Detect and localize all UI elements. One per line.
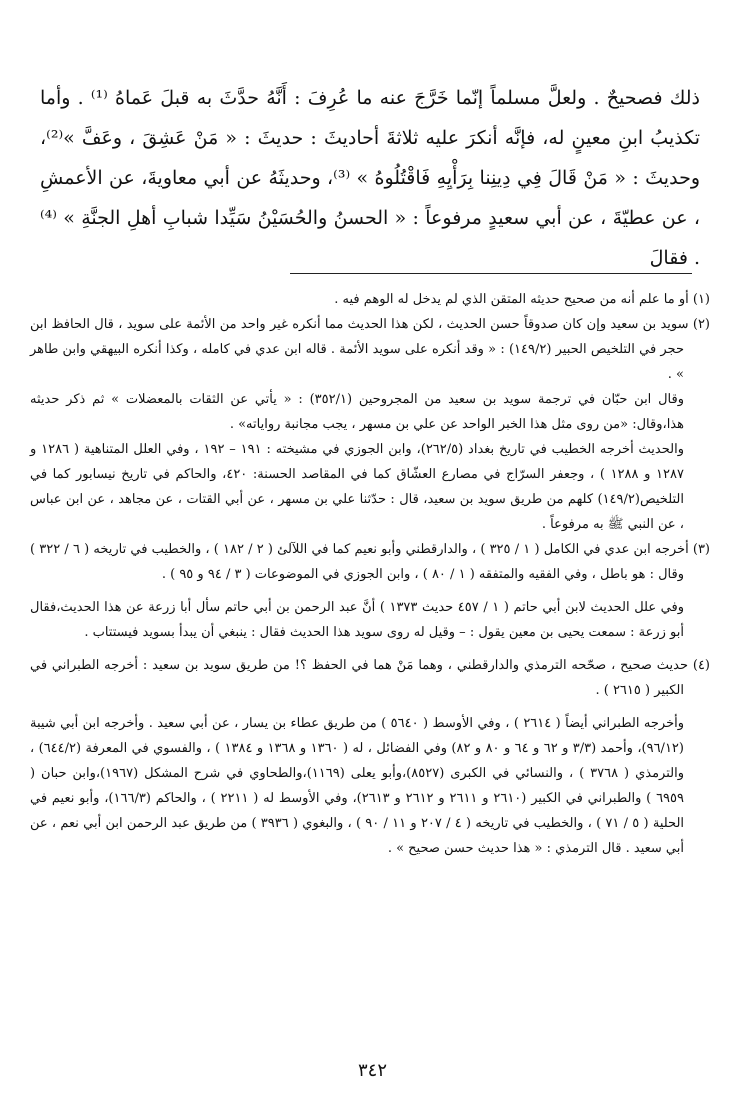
footnote-3: (٣) أخرجه ابن عدي في الكامل ( ١ / ٣٢٥ ) ، والدارقطني وأبو نعيم كما في اللآلئ ( ٢ / ١٨٢ ) ، والخطيب في تاريخه ( ٦ / ٣٢٢ ) وقال : هو باطل ، وفي الفقيه والمتفقه ( ١ / ٨٠ ) ، وابن الجوزي في الموضوعات ( ٣ / ٩٤ و ٩٥ ) .: [30, 542, 710, 582]
main-text: [40, 78, 700, 278]
footnotes: [30, 287, 710, 861]
footnote-2: (٢) سويد بن سعيد وإن كان صدوقاً حسن الحديث ، لكن هذا الحديث مما أنكره غير واحد من الأئمة على سويد ، قال الحافظ ابن حجر في التلخيص الحبير (١٤٩/٢) : « وقد أنكره على سويد الأئمة . قاله ابن عدي في كامله ، وكذا أنكره البيهقي وابن طاهر » .: [30, 317, 710, 382]
footnote-2-continued: والحديث أخرجه الخطيب في تاريخ بغداد (٢٦٢/٥)، وابن الجوزي في مشيخته : ١٩١ – ١٩٢ ، وفي العلل المتناهية ( ١٢٨٦ و ١٢٨٧ و ١٢٨٨ ) ، وجعفر السرّاج في مصارع العشّاق كما في المقاصد الحسنة: ٤٢٠، والحاكم في تاريخ نيسابور كما في التلخيص(١٤٩/٢) كلهم من طريق سويد بن سعيد، قال : حدّثنا علي بن مسهر ، عن أبي القتات ، عن مجاهد ، عن ابن عباس ، عن النبي ﷺ به مرفوعاً .: [30, 442, 684, 532]
footnote-4-continued: وأخرجه الطبراني أيضاً ( ٢٦١٤ ) ، وفي الأوسط ( ٥٦٤٠ ) من طريق عطاء بن يسار ، عن أبي سعيد . وأخرجه ابن أبي شيبة (٩٦/١٢)، وأحمد (٣/٣ و ٦٢ و ٦٤ و ٨٠ و ٨٢) وفي الفضائل ، له ( ١٣٦٠ و ١٣٦٨ و ١٣٨٤ ) ، والفسوي في المعرفة (٦٤٤/٢) ، والترمذي ( ٣٧٦٨ ) ، والنسائي في الكبرى (٨٥٢٧)،وأبو يعلى (١١٦٩)،والطحاوي في شرح المشكل (١٩٦٧)،وابن حبان ( ٦٩٥٩ ) والطبراني في الكبير (٢٦١٠ و ٢٦١١ و ٢٦١٢ و ٢٦١٣)، وفي الأوسط له ( ٢٢١١ ) ، والحاكم (١٦٦/٣)، وأبو نعيم في الحلية ( ٥ / ٧١ ) ، والخطيب في تاريخه ( ٤ / ٢٠٧ و ١١ / ٩٠ ) ، والبغوي ( ٣٩٣٦ ) من طريق عبد الرحمن ابن أبي نعم ، عن أبي سعيد . قال الترمذي : « هذا حديث حسن صحيح » .: [30, 716, 685, 856]
page-number: ٣٤٢: [357, 1060, 387, 1081]
footnote-1: (١) أو ما علم أنه من صحيح حديثه المتقن الذي لم يدخل له الوهم فيه .: [334, 292, 710, 307]
footnote-4: (٤) حديث صحيح ، صحّحه الترمذي والدارقطني ، وهما مَنْ هما في الحفظ ؟! من طريق سويد بن سعيد : أخرجه الطبراني في الكبير ( ٢٦١٥ ) .: [30, 658, 710, 698]
footnote-separator: [290, 273, 692, 274]
main-paragraph: ذلك فصحيحٌ . ولعلَّ مسلماً إنّما خَرَّجَ عنه ما عُرِفَ : أَنَّهُ حدَّثَ به قبلَ عَماهُ ⁽¹⁾ . وأما تكذيبُ ابنِ معينٍ له، فإنَّه أنكرَ عليه ثلاثةَ أحاديثَ : حديثَ : « مَنْ عَشِقَ ، وعَفَّ »⁽²⁾، وحديثَ : « مَنْ قَالَ فِي دِينِنا بِرَأْيِهِ فَاقْتُلُوهُ » ⁽³⁾، وحديثَهُ عن أبي معاويةَ، عن الأعمشِ ، عن عطيّةَ ، عن أبي سعيدٍ مرفوعاً : « الحسنُ والحُسَيْنُ سَيِّدا شبابِ أهلِ الجنَّةِ » ⁽⁴⁾ . فقالَ: [40, 87, 700, 269]
footnote-3-continued: وفي علل الحديث لابن أبي حاتم ( ١ / ٤٥٧ حديث ١٣٧٣ ) أنَّ عبد الرحمن بن أبي حاتم سأل أبا زرعة عن هذا الحديث،فقال أبو زرعة : سمعت يحيى بن معين يقول : – وقيل له روى سويد هذا الحديث فقال : ينبغي أن يبدأ بسويد فيستتاب .: [30, 600, 684, 640]
footnote-2-continued: وقال ابن حبّان في ترجمة سويد بن سعيد من المجروحين (٣٥٢/١) : « يأتي عن الثقات بالمعضلات » ثم ذكر حديثه هذا،وقال: «من روى مثل هذا الخبر الواحد عن علي بن مسهر ، يجب مجانبة رواياته» .: [30, 392, 684, 432]
